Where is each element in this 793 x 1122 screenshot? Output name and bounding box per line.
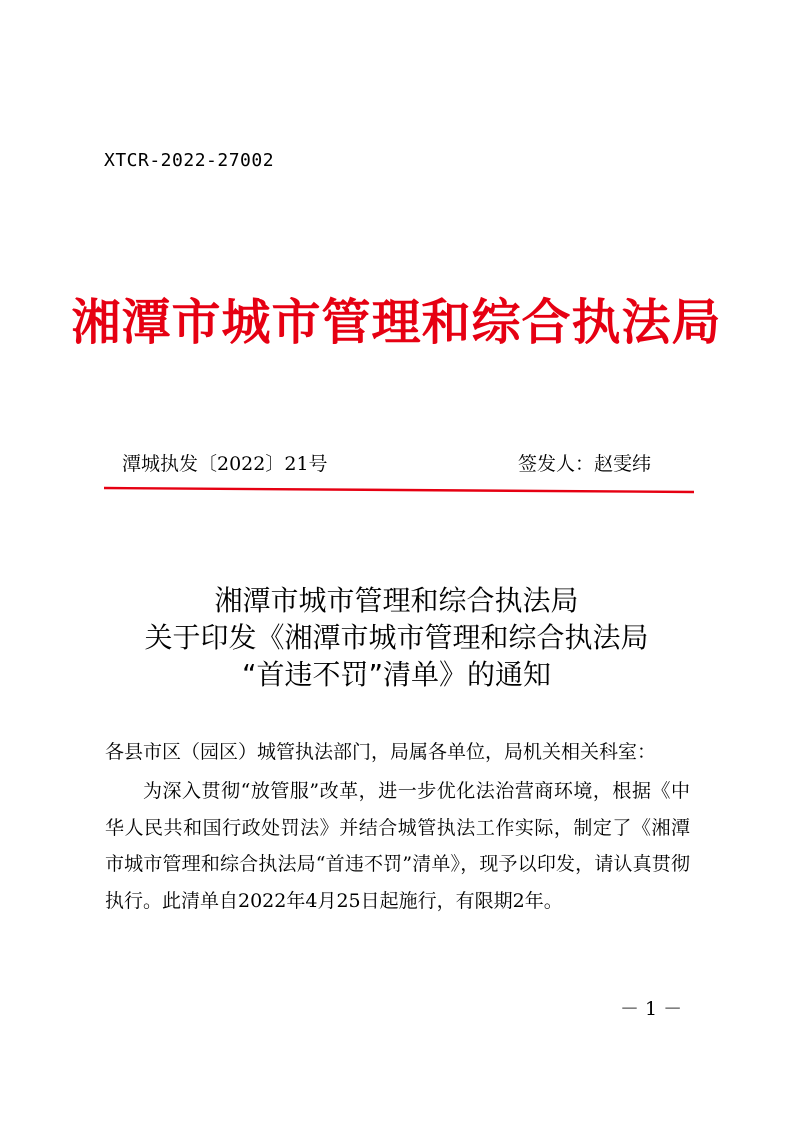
signer: 签发人：赵雯纬 <box>518 453 652 475</box>
salutation: 各县市区（园区）城管执法部门，局属各单位，局机关相关科室： <box>105 741 657 763</box>
heading-line-2: 关于印发《湘潭市城市管理和综合执法局 <box>144 621 649 654</box>
document-heading <box>0 582 793 693</box>
page-number: － 1 － <box>620 998 683 1020</box>
document-id: XTCR-2022-27002 <box>104 150 275 171</box>
red-divider-line <box>104 485 694 495</box>
heading-line-3: “首违不罚”清单》的通知 <box>241 658 551 691</box>
issuer-title: 湘潭市城市管理和综合执法局 <box>71 294 722 351</box>
body-paragraph: 为深入贯彻“放管服”改革，进一步优化法治营商环境，根据《中华人民共和国行政处罚法》并结合城管执法工作实际，制定了《湘潭市城市管理和综合执法局“首违不罚”清单》，现予以印发，请认真贯彻执行。此清单自2022年4月25日起施行，有限期2年。 <box>105 780 690 912</box>
heading-line-1: 湘潭市城市管理和综合执法局 <box>214 584 579 617</box>
document-number: 潭城执发〔2022〕21号 <box>122 453 328 475</box>
